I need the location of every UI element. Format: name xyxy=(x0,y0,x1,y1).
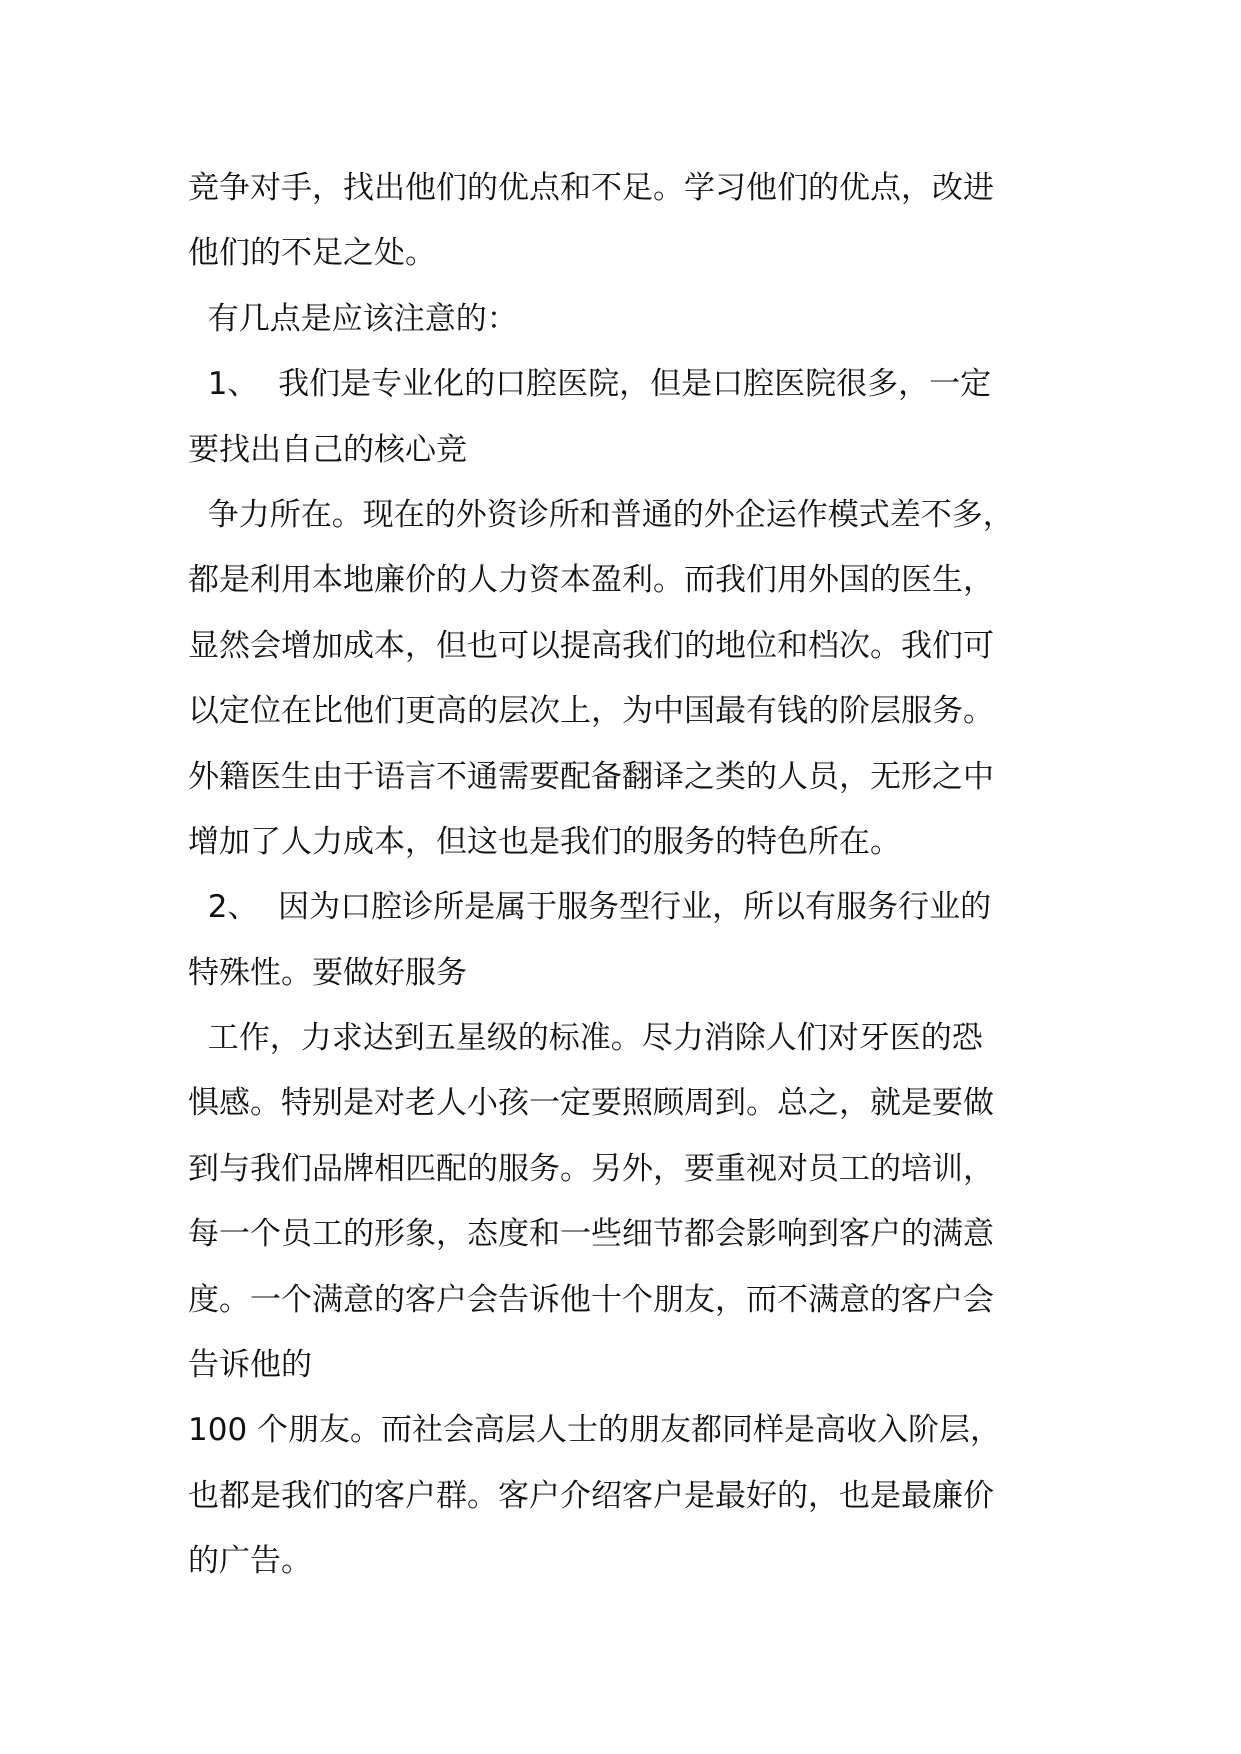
text-line: 100 个朋友。而社会高层人士的朋友都同样是高收入阶层， xyxy=(188,1412,1002,1449)
text-line: 他们的不足之处。 xyxy=(188,235,436,272)
text-line: 要找出自己的核心竞 xyxy=(188,431,467,468)
text-line: 特殊性。要做好服务 xyxy=(188,954,467,991)
text-line: 有几点是应该注意的： xyxy=(188,300,518,337)
text-line: 告诉他的 xyxy=(188,1347,312,1384)
text-line: 都是利用本地廉价的人力资本盈利。而我们用外国的医生， xyxy=(188,562,994,599)
text-line: 竞争对手，找出他们的优点和不足。学习他们的优点，改进 xyxy=(188,170,994,206)
text-line: 的广告。 xyxy=(188,1543,312,1580)
text-line: 度。一个满意的客户会告诉他十个朋友，而不满意的客户会 xyxy=(188,1281,994,1318)
text-line: 惧感。特别是对老人小孩一定要照顾周到。总之，就是要做 xyxy=(188,1085,994,1122)
text-line: 2、 因为口腔诊所是属于服务型行业，所以有服务行业的 xyxy=(188,889,992,926)
text-line: 争力所在。现在的外资诊所和普通的外企运作模式差不多， xyxy=(188,496,1014,533)
text-line: 到与我们品牌相匹配的服务。另外，要重视对员工的培训， xyxy=(188,1150,994,1187)
text-line: 也都是我们的客户群。客户介绍客户是最好的，也是最廉价 xyxy=(188,1477,994,1514)
text-line: 增加了人力成本，但这也是我们的服务的特色所在。 xyxy=(188,823,901,860)
text-line: 工作，力求达到五星级的标准。尽力消除人们对牙医的恐 xyxy=(188,1020,983,1057)
text-line: 以定位在比他们更高的层次上，为中国最有钱的阶层服务。 xyxy=(188,693,994,730)
text-line: 每一个员工的形象，态度和一些细节都会影响到客户的满意 xyxy=(188,1216,994,1253)
body-text xyxy=(188,156,1078,1595)
text-line: 外籍医生由于语言不通需要配备翻译之类的人员，无形之中 xyxy=(188,758,994,795)
text-line: 1、 我们是专业化的口腔医院，但是口腔医院很多，一定 xyxy=(188,366,992,403)
text-line: 显然会增加成本，但也可以提高我们的地位和档次。我们可 xyxy=(188,627,994,664)
